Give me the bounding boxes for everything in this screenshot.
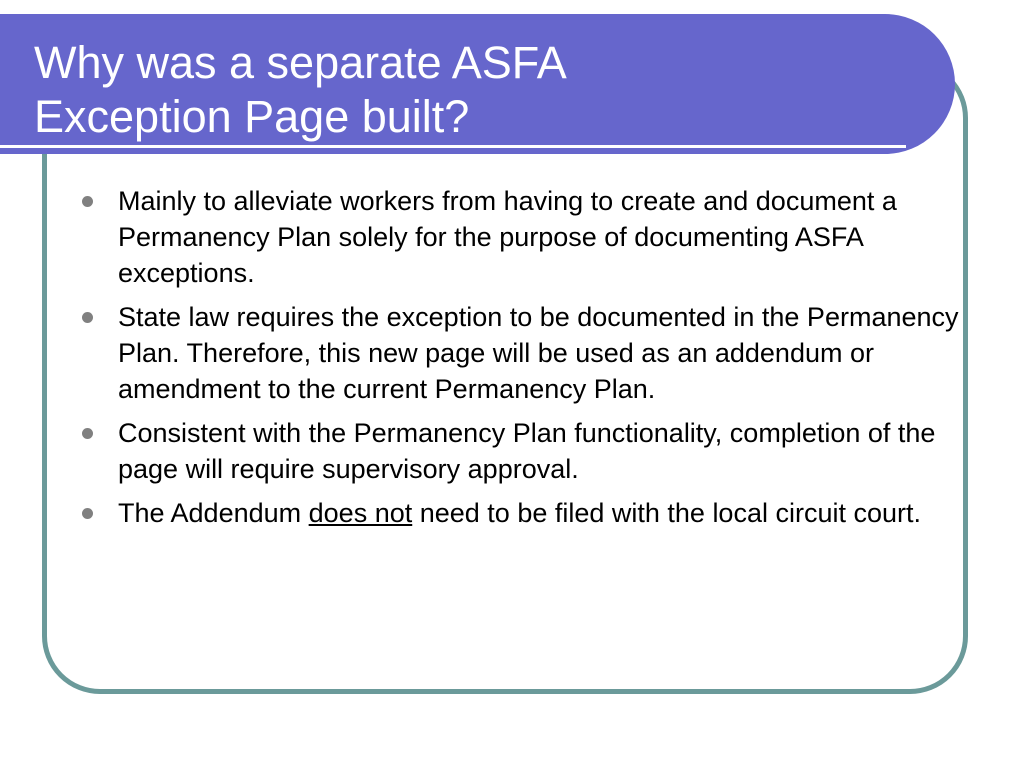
bullet-text: State law requires the exception to be documented in the Permanency Plan. Therefore, this new page will be used as an addendum or amendment to the current Permanency Plan. xyxy=(118,302,959,404)
bullet-dot-icon xyxy=(82,428,93,439)
bullet-item xyxy=(80,183,960,291)
bullet-list xyxy=(80,183,960,539)
bullet-text-after: need to be filed with the local circuit court. xyxy=(412,498,922,528)
bullet-text: Consistent with the Permanency Plan functionality, completion of the page will require supervisory approval. xyxy=(118,418,936,484)
title-line-2: Exception Page built? xyxy=(34,91,470,142)
bullet-item xyxy=(80,495,960,531)
slide-title xyxy=(34,36,567,144)
bullet-text-before: The Addendum xyxy=(118,498,309,528)
title-band xyxy=(0,14,955,154)
bullet-text: Mainly to alleviate workers from having to create and document a Permanency Plan solely for the purpose of documenting ASFA exceptions. xyxy=(118,186,897,288)
bullet-item xyxy=(80,299,960,407)
title-underline xyxy=(0,145,906,148)
bullet-text-underlined: does not xyxy=(308,498,413,528)
bullet-dot-icon xyxy=(82,312,93,323)
bullet-dot-icon xyxy=(82,196,93,207)
title-line-1: Why was a separate ASFA xyxy=(34,37,567,88)
bullet-dot-icon xyxy=(82,508,93,519)
bullet-item xyxy=(80,415,960,487)
